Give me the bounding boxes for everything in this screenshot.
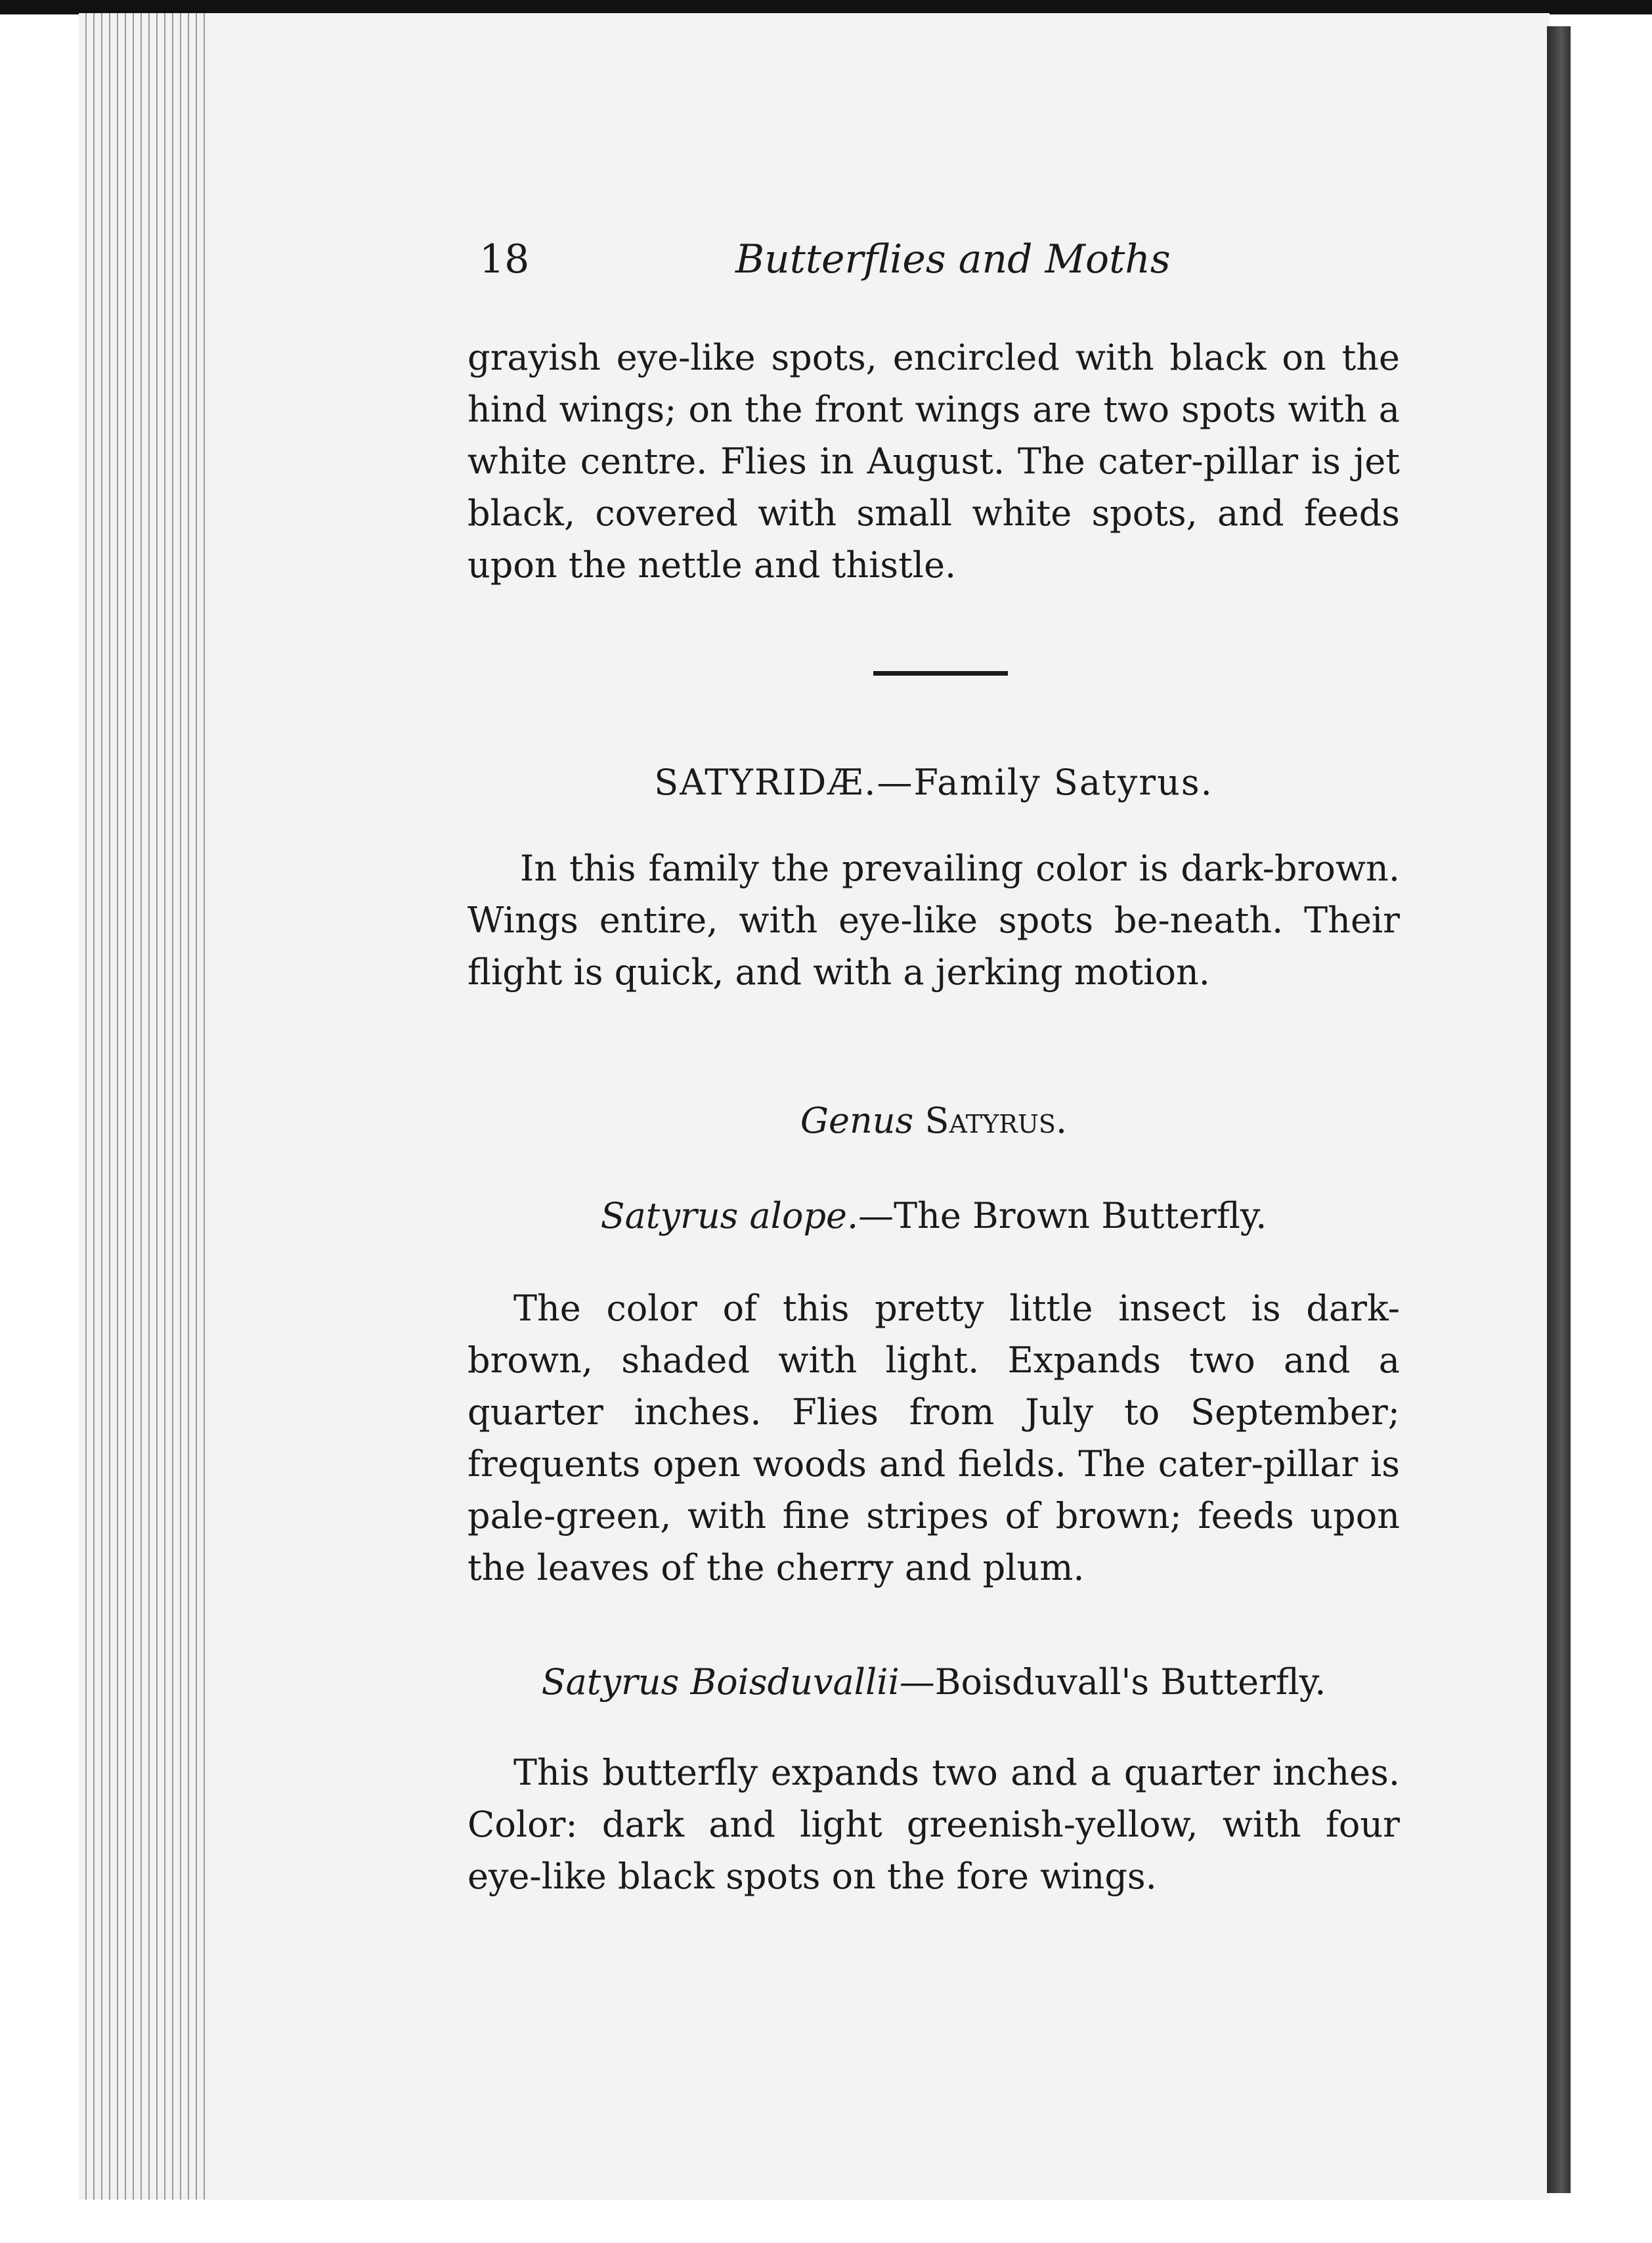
page-header	[479, 236, 1234, 302]
section-divider	[873, 671, 1008, 676]
species-common-name: —Boisduvall's Butterfly.	[899, 1661, 1326, 1703]
species-latin-name: Satyrus Boisduvallii	[541, 1661, 900, 1703]
scan-top-border	[0, 0, 1652, 14]
genus-prefix: Genus	[800, 1100, 914, 1141]
running-title: Butterflies and Moths	[735, 236, 1171, 282]
page-number: 18	[479, 236, 530, 282]
species-latin-name: Satyrus alope.	[600, 1195, 859, 1236]
species-heading-alope	[467, 1195, 1400, 1236]
paragraph-4: This butterfly expands two and a quarter inches. Color: dark and light greenish-yellow, with four eye-like black spots on the fore wings.	[467, 1752, 1400, 1897]
species-common-name: —The Brown Butterfly.	[858, 1195, 1267, 1236]
genus-name: Satyrus.	[924, 1100, 1068, 1141]
paragraph-3: The color of this pretty little insect is dark-brown, shaded with light. Expands two and a quarter inches. Flies from July to September; frequents open woods and fields. The cater-pillar is pale-green, with fine stripes of brown; feeds upon the leaves of the cherry and plum.	[467, 1288, 1400, 1588]
binding-shadow	[1547, 26, 1571, 2193]
paragraph-1: grayish eye-like spots, encircled with black on the hind wings; on the front wings are two spots with a white centre. Flies in August. The cater-pillar is jet black, covered with small white spots, and feeds upon the nettle and thistle.	[467, 337, 1400, 586]
paragraph-2: In this family the prevailing color is dark-brown. Wings entire, with eye-like spots be-neath. Their flight is quick, and with a jerking motion.	[467, 848, 1400, 993]
genus-heading	[467, 1100, 1400, 1141]
page-edges	[79, 13, 217, 2200]
species-heading-boisduvallii	[467, 1661, 1400, 1703]
family-heading: SATYRIDÆ.—Family Satyrus.	[654, 762, 1213, 803]
